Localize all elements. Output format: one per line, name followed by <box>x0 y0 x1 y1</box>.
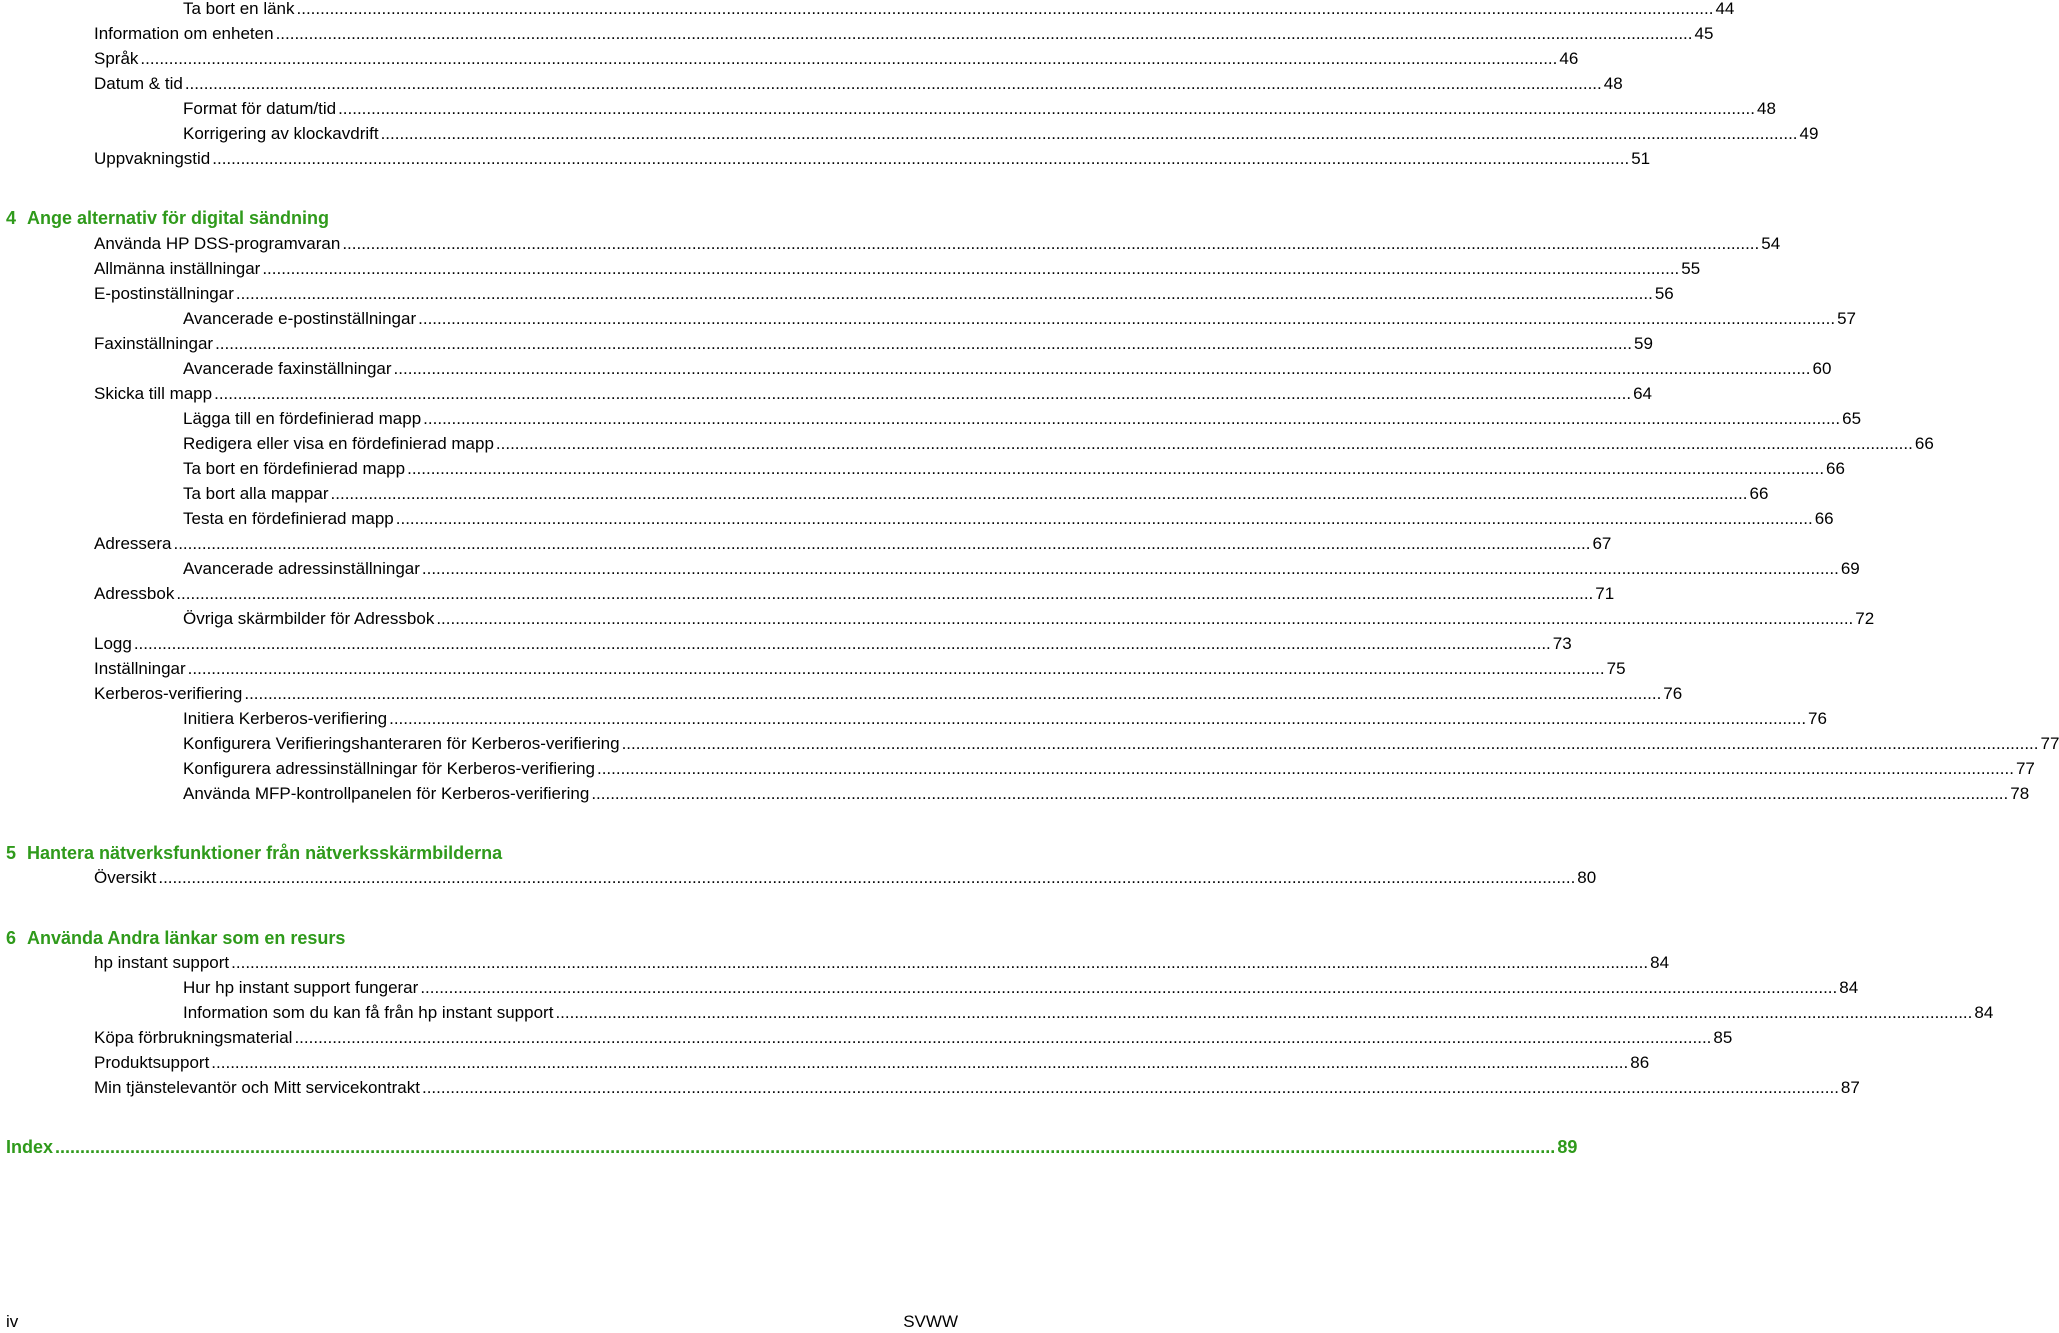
toc-entry-page: 66 <box>1914 434 1934 453</box>
dot-leader: ............................................................................................................................................................................................................................................................................................................ <box>244 684 1662 703</box>
toc-entry-page: 48 <box>1757 99 1776 118</box>
toc-entry-title: Ta bort en fördefinierad mapp <box>183 459 406 478</box>
toc-entry[interactable] <box>94 382 1652 406</box>
toc-entry[interactable] <box>183 482 1769 506</box>
toc-entry[interactable] <box>94 657 1626 681</box>
dot-leader: ............................................................................................................................................................................................................................................................................................................ <box>423 409 1841 428</box>
toc-entry-title: Information om enheten <box>94 24 274 43</box>
dot-leader: ............................................................................................................................................................................................................................................................................................................ <box>330 484 1748 503</box>
dot-leader: ............................................................................................................................................................................................................................................................................................................ <box>176 584 1594 603</box>
toc-entry[interactable] <box>183 607 1875 631</box>
toc-entry[interactable] <box>183 0 1735 21</box>
toc-entry[interactable] <box>94 532 1612 556</box>
toc-entry[interactable] <box>94 951 1670 975</box>
toc-entry-page: 76 <box>1663 684 1683 703</box>
toc-entry[interactable] <box>94 1026 1733 1050</box>
toc-entry-page: 46 <box>1559 49 1579 68</box>
toc-entry[interactable] <box>183 457 1845 481</box>
index-title: Index <box>6 1137 54 1157</box>
toc-entry-title: Språk <box>94 49 139 68</box>
toc-entry[interactable] <box>183 407 1862 431</box>
toc-entry[interactable] <box>94 22 1714 46</box>
dot-leader: ............................................................................................................................................................................................................................................................................................................ <box>211 1053 1629 1072</box>
dot-leader: ............................................................................................................................................................................................................................................................................................................ <box>184 74 1602 93</box>
toc-entry-title: Initiera Kerberos-verifiering <box>183 709 388 728</box>
toc-entry-title: Format för datum/tid <box>183 99 337 118</box>
toc-entry[interactable] <box>183 432 1934 456</box>
toc-entry[interactable] <box>94 866 1597 890</box>
toc-entry-page: 55 <box>1681 259 1701 278</box>
toc-entry-page: 64 <box>1633 384 1652 403</box>
dot-leader: ............................................................................................................................................................................................................................................................................................................ <box>395 509 1813 528</box>
toc-entry-title: Skicka till mapp <box>94 384 213 403</box>
dot-leader: ............................................................................................................................................................................................................................................................................................................ <box>420 978 1838 997</box>
dot-leader: ............................................................................................................................................................................................................................................................................................................ <box>158 868 1576 887</box>
toc-entry-page: 49 <box>1799 124 1819 143</box>
toc-entry-title: Övriga skärmbilder för Adressbok <box>183 609 435 628</box>
dot-leader: ............................................................................................................................................................................................................................................................................................................ <box>214 384 1632 403</box>
toc-entry[interactable] <box>183 557 1860 581</box>
toc-entry-title: Avancerade e-postinställningar <box>183 309 417 328</box>
index-entry[interactable] <box>6 1135 1578 1159</box>
dot-leader: ............................................................................................................................................................................................................................................................................................................ <box>380 124 1798 143</box>
dot-leader: ............................................................................................................................................................................................................................................................................................................ <box>133 634 1551 653</box>
toc-entry[interactable] <box>94 257 1701 281</box>
chapter-title: Ange alternativ för digital sändning <box>27 208 330 228</box>
dot-leader: ............................................................................................................................................................................................................................................................................................................ <box>436 609 1854 628</box>
toc-entry[interactable] <box>183 732 2059 756</box>
toc-entry-page: 85 <box>1713 1028 1733 1047</box>
toc-entry-page: 54 <box>1761 234 1781 253</box>
toc-entry-page: 84 <box>1974 1003 1994 1022</box>
toc-entry-page: 73 <box>1552 634 1572 653</box>
toc-entry[interactable] <box>183 976 1859 1000</box>
toc-entry-title: Datum & tid <box>94 74 183 93</box>
dot-leader: ............................................................................................................................................................................................................................................................................................................ <box>418 309 1836 328</box>
dot-leader: ............................................................................................................................................................................................................................................................................................................ <box>296 0 1714 18</box>
toc-entry[interactable] <box>183 507 1834 531</box>
toc-entry-page: 71 <box>1595 584 1615 603</box>
dot-leader: ............................................................................................................................................................................................................................................................................................................ <box>421 559 1839 578</box>
chapter-title: Använda Andra länkar som en resurs <box>27 928 346 948</box>
toc-entry-page: 67 <box>1592 534 1612 553</box>
chapter-number: 4 <box>6 208 17 228</box>
dot-leader: ............................................................................................................................................................................................................................................................................................................ <box>262 259 1680 278</box>
toc-entry-title: Använda MFP-kontrollpanelen för Kerberos-verifiering <box>183 784 590 803</box>
toc-entry[interactable] <box>94 47 1579 71</box>
toc-entry[interactable] <box>94 632 1572 656</box>
dot-leader: ............................................................................................................................................................................................................................................................................................................ <box>140 49 1558 68</box>
dot-leader: ............................................................................................................................................................................................................................................................................................................ <box>596 759 2014 778</box>
toc-entry-title: Adressera <box>94 534 172 553</box>
chapter-number: 6 <box>6 928 17 948</box>
toc-entry-page: 84 <box>1839 978 1859 997</box>
dot-leader: ............................................................................................................................................................................................................................................................................................................ <box>421 1078 1839 1097</box>
toc-entry[interactable] <box>94 332 1653 356</box>
toc-entry-title: Använda HP DSS-programvaran <box>94 234 341 253</box>
toc-entry-title: Konfigurera Verifieringshanteraren för Kerberos-verifiering <box>183 734 620 753</box>
toc-entry-page: 69 <box>1840 559 1860 578</box>
toc-entry-page: 48 <box>1603 74 1623 93</box>
toc-entry[interactable] <box>94 1076 1860 1100</box>
toc-entry-page: 65 <box>1842 409 1862 428</box>
toc-entry-page: 77 <box>2040 734 2059 753</box>
toc-entry-page: 86 <box>1630 1053 1650 1072</box>
toc-entry-title: Redigera eller visa en fördefinierad mapp <box>183 434 494 453</box>
dot-leader: ............................................................................................................................................................................................................................................................................................................ <box>407 459 1825 478</box>
toc-entry-title: E-postinställningar <box>94 284 234 303</box>
toc-entry-title: Produktsupport <box>94 1053 210 1072</box>
toc-entry-page: 80 <box>1577 868 1597 887</box>
toc-entry[interactable] <box>183 757 2035 781</box>
toc-entry-title: Konfigurera adressinställningar för Kerberos-verifiering <box>183 759 595 778</box>
toc-entry-title: Avancerade faxinställningar <box>183 359 392 378</box>
toc-entry-page: 56 <box>1654 284 1674 303</box>
toc-entry[interactable] <box>94 147 1651 171</box>
toc-entry-page: 51 <box>1631 149 1651 168</box>
dot-leader: ............................................................................................................................................................................................................................................................................................................ <box>393 359 1811 378</box>
dot-leader: ............................................................................................................................................................................................................................................................................................................ <box>294 1028 1712 1047</box>
toc-entry[interactable] <box>94 682 1683 706</box>
dot-leader: ............................................................................................................................................................................................................................................................................................................ <box>55 1137 1556 1157</box>
toc-entry[interactable] <box>183 707 1827 731</box>
dot-leader: ............................................................................................................................................................................................................................................................................................................ <box>235 284 1653 303</box>
toc-entry[interactable] <box>183 307 1856 331</box>
dot-leader: ............................................................................................................................................................................................................................................................................................................ <box>275 24 1693 43</box>
dot-leader: ............................................................................................................................................................................................................................................................................................................ <box>555 1003 1973 1022</box>
toc-entry-title: Min tjänstelevantör och Mitt servicekontrakt <box>94 1078 420 1097</box>
toc-entry[interactable] <box>183 122 1819 146</box>
toc-entry-page: 75 <box>1606 659 1626 678</box>
toc-entry[interactable] <box>94 1051 1650 1075</box>
toc-entry[interactable] <box>94 232 1781 256</box>
toc-entry-page: 72 <box>1855 609 1875 628</box>
toc-entry-page: 57 <box>1837 309 1856 328</box>
dot-leader: ............................................................................................................................................................................................................................................................................................................ <box>389 709 1807 728</box>
toc-entry[interactable] <box>183 97 1776 121</box>
toc-entry-page: 59 <box>1634 334 1653 353</box>
toc-entry[interactable] <box>94 582 1615 606</box>
toc-entry-title: Uppvakningstid <box>94 149 211 168</box>
toc-entry-title: Kerberos-verifiering <box>94 684 243 703</box>
toc-entry-title: Information som du kan få från hp instant support <box>183 1003 554 1022</box>
chapter-number: 5 <box>6 843 17 863</box>
toc-entry-title: Hur hp instant support fungerar <box>183 978 419 997</box>
toc-entry-title: hp instant support <box>94 953 230 972</box>
toc-entry-title: Korrigering av klockavdrift <box>183 124 379 143</box>
toc-entry-page: 78 <box>2010 784 2030 803</box>
dot-leader: ............................................................................................................................................................................................................................................................................................................ <box>231 953 1649 972</box>
toc-entry-title: Testa en fördefinierad mapp <box>183 509 394 528</box>
chapter-heading[interactable] <box>6 926 345 950</box>
dot-leader: ............................................................................................................................................................................................................................................................................................................ <box>495 434 1913 453</box>
toc-entry-title: Översikt <box>94 868 157 887</box>
dot-leader: ............................................................................................................................................................................................................................................................................................................ <box>342 234 1760 253</box>
toc-entry-page: 45 <box>1694 24 1714 43</box>
toc-entry-page: 66 <box>1814 509 1834 528</box>
toc-entry-page: 66 <box>1826 459 1845 478</box>
dot-leader: ............................................................................................................................................................................................................................................................................................................ <box>591 784 2009 803</box>
toc-entry-title: Logg <box>94 634 132 653</box>
toc-entry-title: Ta bort alla mappar <box>183 484 329 503</box>
toc-entry[interactable] <box>183 782 2030 806</box>
chapter-heading[interactable] <box>6 841 502 865</box>
chapter-title: Hantera nätverksfunktioner från nätverksskärmbilderna <box>27 843 503 863</box>
toc-entry-page: 60 <box>1812 359 1832 378</box>
toc-entry-title: Lägga till en fördefinierad mapp <box>183 409 422 428</box>
toc-entry-page: 66 <box>1749 484 1769 503</box>
toc-entry[interactable] <box>94 72 1623 96</box>
toc-entry[interactable] <box>94 282 1674 306</box>
toc-entry-title: Adressbok <box>94 584 175 603</box>
footer-page-number: iv <box>6 1312 19 1331</box>
toc-entry[interactable] <box>183 1001 1994 1025</box>
toc-entry[interactable] <box>183 357 1832 381</box>
dot-leader: ............................................................................................................................................................................................................................................................................................................ <box>212 149 1630 168</box>
toc-entry-title: Köpa förbrukningsmaterial <box>94 1028 293 1047</box>
dot-leader: ............................................................................................................................................................................................................................................................................................................ <box>621 734 2039 753</box>
dot-leader: ............................................................................................................................................................................................................................................................................................................ <box>215 334 1633 353</box>
toc-entry-page: 44 <box>1715 0 1735 18</box>
toc-entry-title: Avancerade adressinställningar <box>183 559 420 578</box>
footer-label: SVWW <box>903 1312 958 1331</box>
toc-entry-page: 87 <box>1840 1078 1860 1097</box>
toc-entry-page: 76 <box>1808 709 1827 728</box>
toc-entry-page: 84 <box>1650 953 1670 972</box>
toc-entry-title: Ta bort en länk <box>183 0 295 18</box>
index-page: 89 <box>1557 1137 1578 1157</box>
chapter-heading[interactable] <box>6 206 329 230</box>
toc-entry-title: Inställningar <box>94 659 186 678</box>
dot-leader: ............................................................................................................................................................................................................................................................................................................ <box>338 99 1756 118</box>
toc-entry-title: Allmänna inställningar <box>94 259 261 278</box>
toc-entry-title: Faxinställningar <box>94 334 214 353</box>
dot-leader: ............................................................................................................................................................................................................................................................................................................ <box>173 534 1591 553</box>
dot-leader: ............................................................................................................................................................................................................................................................................................................ <box>187 659 1605 678</box>
toc-entry-page: 77 <box>2015 759 2035 778</box>
